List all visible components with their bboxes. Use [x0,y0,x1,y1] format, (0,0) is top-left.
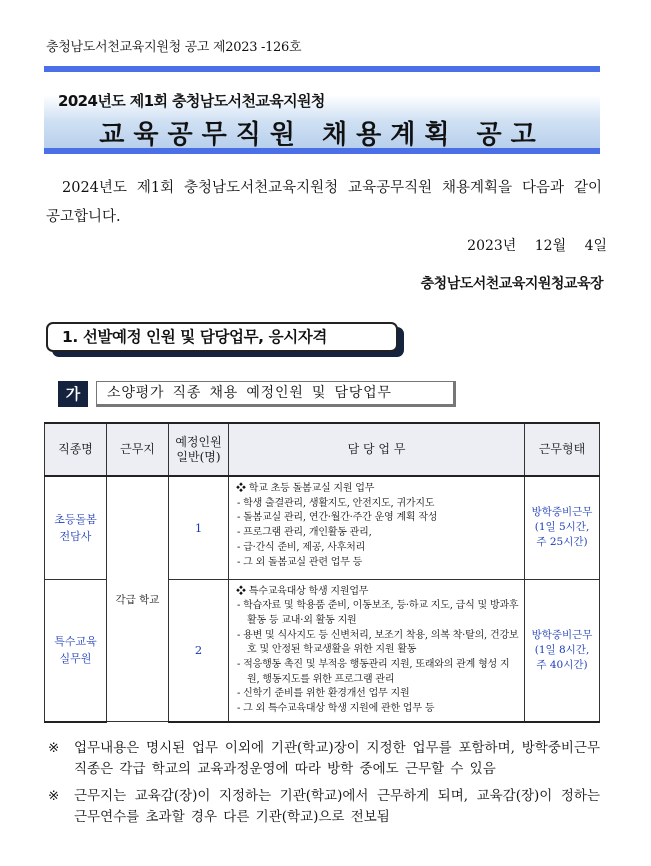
duty-item: - 돌봄교실 관리, 연간·월간·주간 운영 계획 작성 [237,512,438,524]
header-job: 직종명 [45,423,107,476]
subsection-badge: 가 [58,381,88,407]
job-name-line2: 전담사 [59,529,92,543]
work-type-line2: (1일 5시간, [534,521,590,534]
work-type [525,476,600,579]
duty-heading: ❖ 학교 초등 돌봄교실 지원 업무 [236,483,375,494]
subsection-title: 소양평가 직종 채용 예정인원 및 담당업무 [96,381,456,407]
duty-heading: ❖ 특수교육대상 학생 지원업무 [236,585,369,597]
header-planned [169,423,229,476]
note-text: 업무내용은 명시된 업무 이외에 기관(학교)장이 지정한 업무를 포함하며, 방학중비근무 직종은 각급 학교의 교육과정운영에 따라 방학 중에도 근무할 수 있음 [74,740,600,777]
note-mark: ※ [48,740,60,756]
work-type-line1: 방학중비근무 [531,506,593,519]
duty-item: - 적응행동 촉진 및 부적응 행동관리 지원, 또래와의 관계 형성 지원, 행동지도를 위한 프로그램 관리 [237,659,510,685]
title-subtitle: 2024년도 제1회 충청남도서천교육지원청 [58,92,325,110]
table-row [45,476,600,579]
header-duties: 담 당 업 무 [229,423,525,476]
notice-date: 2023년 12월 4일 [467,238,607,254]
note-item [48,738,600,780]
duty-item: - 급·간식 준비, 제공, 사후처리 [237,541,366,553]
duty-item: - 신학기 준비를 위한 환경개선 업무 지원 [237,688,410,700]
duty-item: - 그 외 돌봄교실 관련 업무 등 [237,556,363,568]
planned-count: 2 [169,579,229,722]
work-type-line3: 주 25시간) [536,536,588,549]
page-title: 교육공무직원 채용계획 공고 [99,120,545,150]
work-type-line3: 주 40시간) [536,658,588,671]
job-name [45,476,107,579]
duty-item: - 용변 및 식사지도 등 신변처리, 보조기 착용, 의복 착·탈의, 건강보호 및 안정된 학교생활을 위한 지원 활동 [237,629,519,656]
header-location: 근무지 [107,423,169,476]
header-work-type: 근무형태 [525,423,600,476]
duty-item: - 프로그램 관리, 개인활동 관리, [237,527,372,539]
work-type [525,579,600,722]
note-text: 근무지는 교육감(장)이 지정하는 기관(학교)에서 근무하게 되며, 교육감(장)이 정하는 근무연수를 초과할 경우 다른 기관(학교)으로 전보됨 [74,788,600,825]
job-name-line1: 특수교육 [54,635,97,649]
planned-count: 1 [169,476,229,579]
notice-number: 충청남도서천교육지원청 공고 제2023 -126호 [46,40,302,55]
job-name [45,579,107,722]
recruitment-table [44,422,600,723]
section-heading-1: 1. 선발예정 인원 및 담당업무, 응시자격 [46,322,398,352]
duty-item: - 그 외 특수교육대상 학생 지원에 관한 업무 등 [237,703,435,715]
title-banner [44,66,600,154]
duty-item: - 학생 출결관리, 생활지도, 안전지도, 귀가지도 [237,497,435,509]
work-type-line1: 방학중비근무 [531,628,593,641]
note-mark: ※ [48,788,60,804]
intro-paragraph: 2024년도 제1회 충청남도서천교육지원청 교육공무직원 채용계획을 다음과 같이 공고합니다. [46,180,602,225]
note-item [48,786,600,828]
issuer-signature: 충청남도서천교육지원청교육장 [420,276,603,292]
duty-item: - 학습자료 및 학용품 준비, 이동보조, 등·하교 지도, 급식 및 방과후 활동 등 교내·외 활동 지원 [237,600,519,626]
duty-list [229,476,525,579]
work-type-line2: (1일 8시간, [534,643,590,656]
header-planned-line2: 일반(명) [176,449,221,464]
job-name-line2: 실무원 [59,652,92,666]
notes [48,738,600,834]
work-location: 각급 학교 [107,476,169,722]
header-planned-line1: 예정인원 [175,434,222,449]
duty-list [229,579,525,722]
job-name-line1: 초등돌봄 [54,512,97,526]
table-header-row [45,423,600,476]
